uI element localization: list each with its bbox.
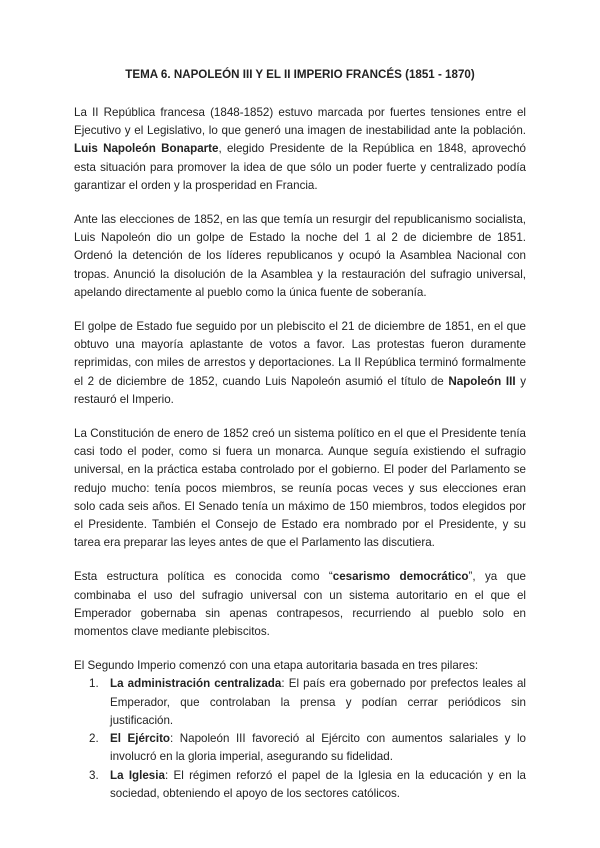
paragraph-6: El Segundo Imperio comenzó con una etapa autoritaria basada en tres pilares: [74,659,479,673]
paragraph-5 [74,568,526,641]
paragraph-5-bold: cesarismo democrático [332,570,469,584]
list-number: 3. [89,768,99,782]
paragraph-5-text-after: ”, ya que combinaba el uso del sufragio universal con un sistema autoritario en el que el Emperador gobernaba sin apenas contrapesos, recurriendo al pueblo solo en momentos clave mediante plebiscitos. [74,570,526,639]
paragraph-4: La Constitución de enero de 1852 creó un sistema político en el que el Presidente tenía casi todo el poder, como si fuera un monarca. Aunque seguía existiendo el sufragio universal, en la práctica estaba controlado por el gobierno. El poder del Parlamento se redujo mucho: tenía pocos miembros, se reunía pocas veces y sus elecciones eran solo cada seis años. El Senado tenía un máximo de 150 miembros, todos elegidos por el Presidente. También el Consejo de Estado era nombrado por el Presidente, y su tarea era preparar las leyes antes de que el Parlamento las discutiera. [74,427,526,550]
list-item-bold: La Iglesia [110,768,165,782]
paragraph-3 [74,318,526,409]
list-number: 2. [89,732,99,746]
list-item-text: : El país era gobernado por prefectos leales al Emperador, que controlaban la prensa y podían cerrar periódicos sin justificación. [110,677,526,727]
list-item [74,730,526,766]
document-page [74,66,526,803]
list-item-text: : Napoleón III favoreció al Ejército con aumentos salariales y lo involucró en la gloria imperial, asegurando su fidelidad. [110,732,526,764]
document-title: TEMA 6. NAPOLEÓN III Y EL II IMPERIO FRANCÉS (1851 - 1870) [125,68,475,81]
paragraph-1-bold: Luis Napoleón Bonaparte [74,142,219,156]
list-item-text: : El régimen reforzó el papel de la Iglesia en la educación y en la sociedad, obteniendo el apoyo de los sectores católicos. [110,768,527,800]
paragraph-3-bold: Napoleón III [448,374,516,388]
paragraph-5-text: Esta estructura política es conocida como “ [74,570,333,584]
pillars-list [74,675,526,802]
list-item-bold: La administración centralizada [110,677,282,691]
paragraph-1-text-after: , elegido Presidente de la República en 1848, aprovechó esta situación para promover la idea de que sólo un poder fuerte y centralizado podía garantizar el orden y la prosperidad en Francia. [74,142,526,192]
paragraph-1-text: La II República francesa (1848-1852) estuvo marcada por fuertes tensiones entre el Ejecutivo y el Legislativo, lo que generó una imagen de inestabilidad ante la población. [74,106,526,138]
paragraph-3-text-after: y restauró el Imperio. [74,374,526,406]
paragraph-3-text: El golpe de Estado fue seguido por un plebiscito el 21 de diciembre de 1851, en el que obtuvo una mayoría aplastante de votos a favor. Las protestas fueron duramente reprimidas, con miles de arrestos y deportaciones. La II República terminó formalmente el 2 de diciembre de 1852, cuando Luis Napoleón asumió el título de [74,320,526,388]
list-item-bold: El Ejército [110,732,171,746]
paragraph-2: Ante las elecciones de 1852, en las que temía un resurgir del republicanismo socialista, Luis Napoleón dio un golpe de Estado la noche del 1 al 2 de diciembre de 1851. Ordenó la detención de los líderes republicanos y ocupó la Asamblea Nacional con tropas. Anunció la disolución de la Asamblea y la restauración del sufragio universal, apelando directamente al pueblo como la única fuente de soberanía. [74,213,526,299]
list-number: 1. [89,677,99,691]
paragraph-1 [74,104,526,195]
list-item [74,767,526,803]
list-item [74,675,526,730]
